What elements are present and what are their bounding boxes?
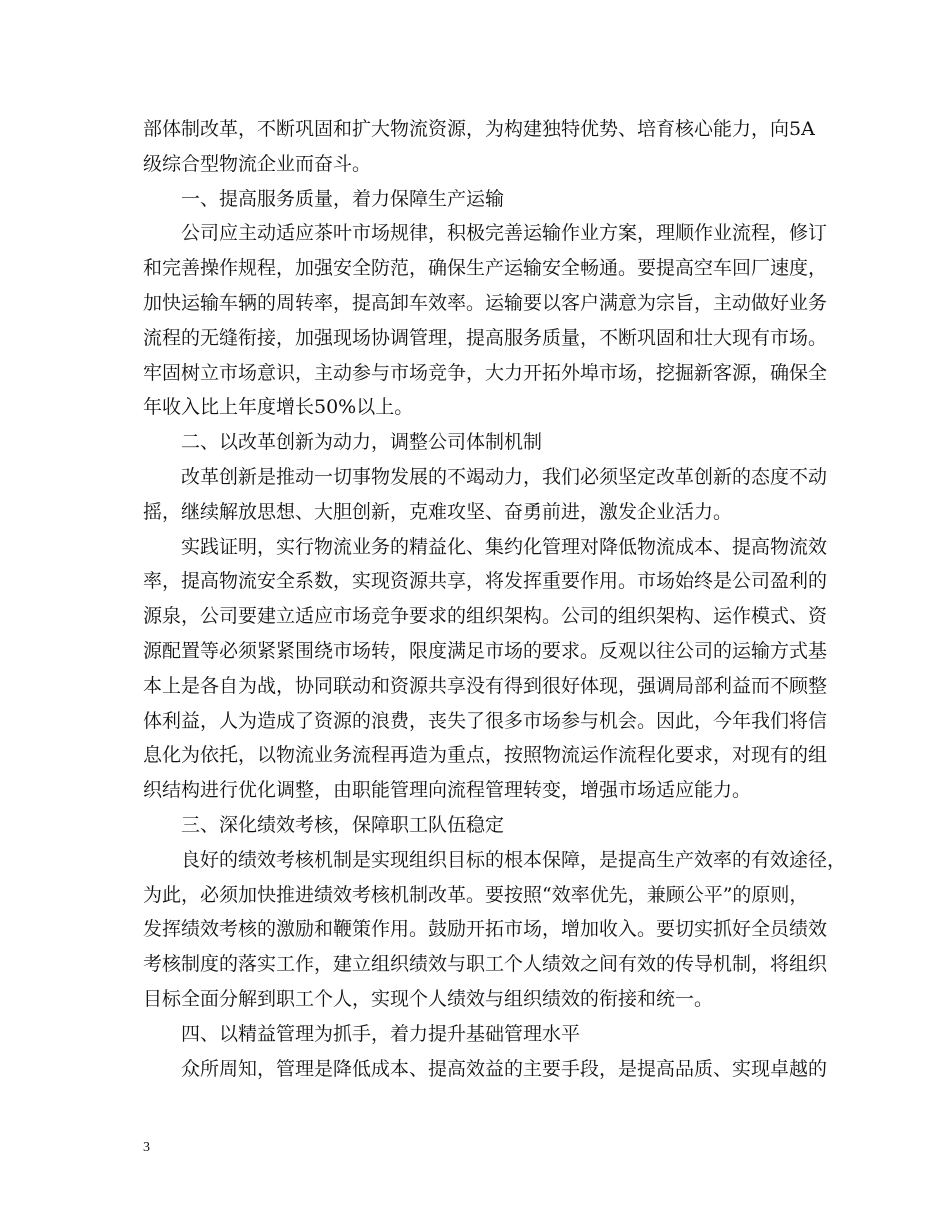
body-line: 年收入比上年度增长50%以上。 bbox=[143, 396, 414, 419]
body-line: 实践证明，实行物流业务的精益化、集约化管理对降低物流成本、提高物流效 bbox=[181, 535, 828, 558]
body-line: 众所周知，管理是降低成本、提高效益的主要手段，是提高品质、实现卓越的 bbox=[181, 1057, 828, 1080]
body-line: 源配置等必须紧紧围绕市场转，限度满足市场的要求。反观以往公司的运输方式基 bbox=[143, 639, 828, 662]
body-line: 公司应主动适应茶叶市场规律，积极完善运输作业方案，理顺作业流程，修订 bbox=[181, 222, 828, 245]
body-line: 和完善操作规程，加强安全防范，确保生产运输安全畅通。要提高空车回厂速度， bbox=[143, 257, 828, 280]
body-line: 摇，继续解放思想、大胆创新，克难攻坚、奋勇前进，激发企业活力。 bbox=[143, 500, 733, 523]
section-heading: 一、提高服务质量，着力保障生产运输 bbox=[181, 187, 505, 210]
body-line: 加快运输车辆的周转率，提高卸车效率。运输要以客户满意为宗旨，主动做好业务 bbox=[143, 291, 828, 314]
body-line: 源泉，公司要建立适应市场竞争要求的组织架构。公司的组织架构、运作模式、资 bbox=[143, 605, 828, 628]
page-number: 3 bbox=[143, 1140, 150, 1155]
body-line: 考核制度的落实工作，建立组织绩效与职工个人绩效之间有效的传导机制，将组织 bbox=[143, 953, 828, 976]
body-line: 良好的绩效考核机制是实现组织目标的根本保障，是提高生产效率的有效途径， bbox=[181, 848, 847, 871]
body-line: 级综合型物流企业而奋斗。 bbox=[143, 152, 372, 175]
section-heading: 三、深化绩效考核，保障职工队伍稳定 bbox=[181, 813, 505, 836]
body-line: 息化为依托，以物流业务流程再造为重点，按照物流运作流程化要求，对现有的组 bbox=[143, 744, 828, 767]
body-line: 发挥绩效考核的激励和鞭策作用。鼓励开拓市场，增加收入。要切实抓好全员绩效 bbox=[143, 918, 828, 941]
body-line: 为此，必须加快推进绩效考核机制改革。要按照“效率优先，兼顾公平”的原则， bbox=[143, 883, 809, 906]
document-body bbox=[143, 112, 847, 1086]
body-line: 体利益，人为造成了资源的浪费，丧失了很多市场参与机会。因此，今年我们将信 bbox=[143, 709, 828, 732]
body-line: 本上是各自为战，协同联动和资源共享没有得到很好体现，强调局部利益而不顾整 bbox=[143, 674, 828, 697]
section-heading: 四、以精益管理为抓手，着力提升基础管理水平 bbox=[181, 1022, 581, 1045]
body-line: 部体制改革，不断巩固和扩大物流资源，为构建独特优势、培育核心能力，向5A bbox=[143, 118, 815, 140]
body-line: 目标全面分解到职工个人，实现个人绩效与组织绩效的衔接和统一。 bbox=[143, 987, 714, 1010]
body-line: 流程的无缝衔接，加强现场协调管理，提高服务质量，不断巩固和壮大现有市场。 bbox=[143, 326, 828, 349]
section-heading: 二、以改革创新为动力，调整公司体制机制 bbox=[181, 431, 543, 454]
body-line: 率，提高物流安全系数，实现资源共享，将发挥重要作用。市场始终是公司盈利的 bbox=[143, 570, 828, 593]
body-line: 牢固树立市场意识，主动参与市场竞争，大力开拓外埠市场，挖掘新客源，确保全 bbox=[143, 361, 828, 384]
body-line: 织结构进行优化调整，由职能管理向流程管理转变，增强市场适应能力。 bbox=[143, 779, 752, 802]
body-line: 改革创新是推动一切事物发展的不竭动力，我们必须坚定改革创新的态度不动 bbox=[181, 465, 828, 488]
